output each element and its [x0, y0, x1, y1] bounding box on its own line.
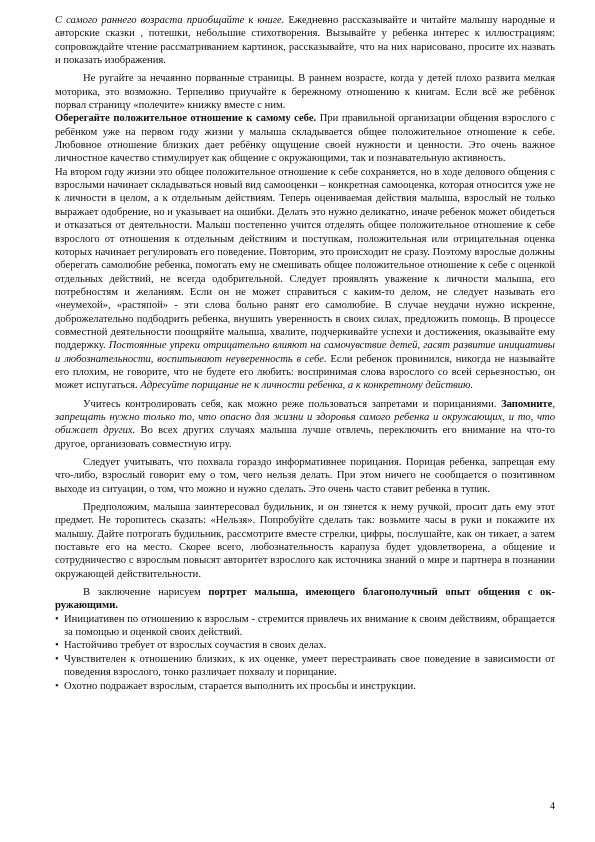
heading-self-attitude: Оберегайте положительное отношение к самому себе.: [55, 113, 317, 125]
emphasis-reproaches: Постоянные упреки отрицательно влияют на самочувствие детей, гасят развитие инициативы и любознательности, воспитывают неуверенность в себе.: [55, 340, 555, 365]
page-number: 4: [550, 801, 555, 812]
emphasis-address-reproach: Адресуйте порицание не к личности ребенка, а к конкретному действию.: [140, 380, 474, 392]
emphasis-books: С самого раннего возраста приобщайте к книге.: [55, 15, 285, 26]
heading-portrait: портрет малыша, имеющего благополучный опыт общения с окружающими.: [55, 587, 555, 612]
list-item: • Инициативен по отношению к взрослым - стремится привлечь их внимание к своим действиям, обращается за помощью и оценкой своих действий.: [55, 613, 555, 640]
paragraph-portrait-text: В заключение нарисуем: [83, 587, 209, 599]
paragraph-books-text: Ежедневно рассказывайте и читайте малышу народные и авторские сказки , потешки, небольшие стихотворения. Вызывайте у ребенка интерес к иллюстрациям: сопровождайте чтение рассматриванием картинок, рассказывайте, что на них нарисовано, просите их назвать и показать изображения.: [55, 15, 555, 67]
portrait-list: [55, 613, 555, 693]
paragraph-second-year-text: На втором году жизни это общее положительное отношение к себе сохраняется, но в ходе делового общения с взрослыми начинает складываться новый вид самооценки – конкретная самооценка, которая относится уже не к личности в целом, а к отдельным действиям. Теперь оцениваемая действия малыша, взрослый не только выражает одобрение, но и указывает на ошибки. Делать это нужно деликатно, иначе ребенок может обидеться и отказаться от деятельности. Малыш постепенно учится отделять общее положительное отношение к себе взрослого от отношения к отдельным действиям и поступкам, положительная или отрицательная оценка которых начинает регулировать его поведение. Повторим, это происходит не сразу. Поэтому взрослые должны оберегать самолюбие ребенка, помогать ему не смешивать общее положительное отношение к себе с оценкой отдельных действий, не всегда одобрительной. Следует проявлять уважение к личности малыша, его потребностям и желаниям. Если он не может справиться с каким-то делом, не следует называть его «неумехой», «растяпой» - эти слова больно ранят его самолюбие. В случае неудачи нужно искренне, доброжелательно подбодрить ребенка, внушить уверенность в своих силах, предложить помощь. В процессе совместной деятельности поощряйте малыша, хвалите, подчеркивайте успехи и достижения, оказывайте ему поддержку.: [55, 166, 555, 352]
list-item: • Охотно подражает взрослым, старается выполнить их просьбы и инструкции.: [55, 680, 555, 693]
paragraph-control-text: Учитесь контролировать себя, как можно реже пользоваться запретами и порицаниями.: [83, 398, 502, 410]
paragraph-torn-pages: Не ругайте за нечаянно порванные страницы. В раннем возрасте, когда у детей плохо развита мелкая моторика, это возможно. Терпеливо приучайте к бережному отношению к книгам. Если всё же ребёнок порвал страницу «полечите» книжку вместе с ним.: [55, 73, 555, 112]
paragraph-second-year: [55, 166, 555, 393]
paragraph-control-text-2: Во всех других случаях малыша лучше отвлечь, переключить его внимание на что-то другое, организовать совместную игру.: [55, 425, 555, 450]
paragraph-self-attitude-text: При правильной организации общения взрослого с ребёнком уже на первом году жизни у малыша складывается общее положительное отношение к себе. Любовное отношение близких дает ребёнку ощущение своей нужности и ценности. Это очень важное личностное качество стимулирует как общение с окружающими, так и познавательную активность.: [55, 113, 555, 165]
paragraph-portrait: [55, 586, 555, 613]
paragraph-praise: Следует учитывать, что похвала гораздо информативнее порицания. Порицая ребенка, запрещая ему что-либо, взрослый говорит ему о том, чего нельзя делать. При этом ничего не сообщается о позитивном выходе из ситуации, о том, что можно и нужно сделать. Это очень часто ставит ребенка в тупик.: [55, 457, 555, 495]
emphasis-remember: Запомните: [501, 398, 553, 410]
paragraph-books: [55, 14, 555, 67]
list-item: • Настойчиво требует от взрослых соучастия в своих делах.: [55, 639, 555, 652]
paragraph-control-yourself: [55, 398, 555, 451]
paragraph-second-year-text-2: Если ребенок провинился, никогда не называйте его плохим, не говорите, что не будете его любить: воспринимая слова взрослого со всей серьезностью, он может испугаться.: [55, 353, 555, 392]
paragraph-self-attitude: [55, 112, 555, 165]
list-item: • Чувствителен к отношению близких, к их оценке, умеет перестраивать свое поведение в зависимости от поведения взрослого, тонко различает похвалу и порицание.: [55, 653, 555, 680]
paragraph-alarm-clock: Предположим, малыша заинтересовал будильник, и он тянется к нему ручкой, просит дать ему этот предмет. Не торопитесь сказать: «Нельзя». Попробуйте сделать так: возьмите часы в руки и покажите их малышу. Дайте потрогать будильник, рассмотрите вместе стрелки, цифры, послушайте, как он тикает, а затем поставьте его на место. Скорее всего, любознательность карапуза будет удовлетворена, а общение и сотрудничество с взрослым повысят авторитет взрослого как источника знаний о мире и партнера в познании окружающей действительности.: [55, 502, 555, 580]
emphasis-prohibit: , запрещать нужно только то, что опасно для жизни и здоровья самого ребенка и окружающих, и то, что обижает других.: [55, 398, 555, 437]
